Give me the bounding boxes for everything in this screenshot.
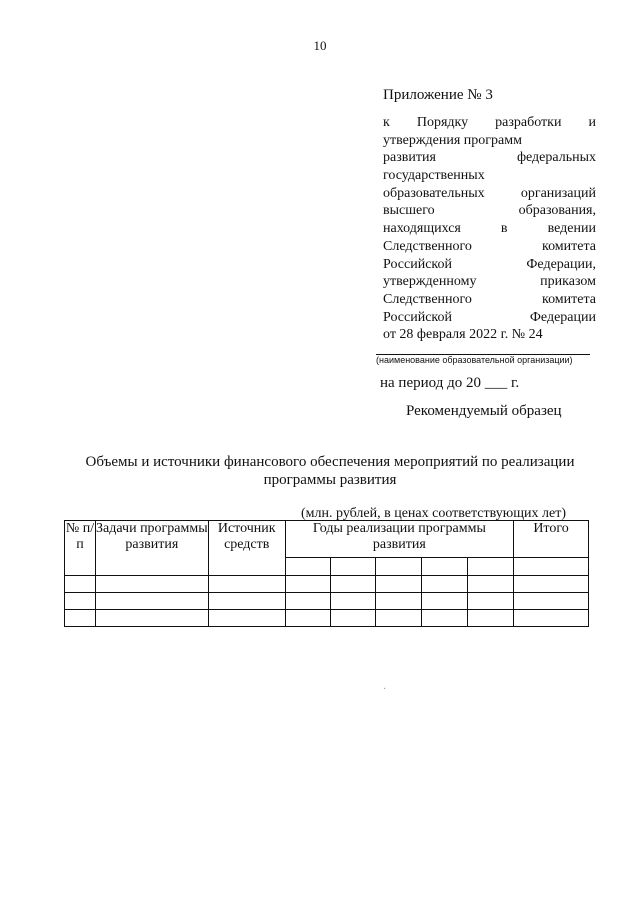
header-years: Годы реализации программы развития	[285, 521, 513, 558]
financing-table	[64, 520, 589, 627]
table-cell	[514, 593, 589, 610]
appendix-line: Российской Федерации,	[383, 256, 596, 272]
appendix-line: находящихся в ведении	[383, 221, 596, 237]
table-cell	[95, 576, 208, 593]
stray-mark: ·	[383, 684, 387, 695]
year-cell	[468, 558, 514, 576]
appendix-line: Следственного комитета	[383, 291, 596, 307]
appendix-line: утвержденному приказом	[383, 274, 596, 290]
table-cell	[95, 593, 208, 610]
appendix-line: от 28 февраля 2022 г. № 24	[383, 327, 543, 343]
table-cell	[208, 610, 285, 627]
document-title-line: Объемы и источники финансового обеспечения мероприятий по реализации	[85, 454, 575, 470]
table-cell	[468, 610, 514, 627]
period-line: на период до 20 ___ г.	[380, 375, 520, 391]
header-total: Итого	[514, 521, 589, 558]
table-row	[65, 593, 589, 610]
table-cell	[468, 593, 514, 610]
appendix-line: высшего образования,	[383, 203, 596, 219]
table-cell	[330, 593, 376, 610]
year-cell	[285, 558, 330, 576]
year-cell	[330, 558, 376, 576]
table-cell	[95, 610, 208, 627]
table-cell	[285, 593, 330, 610]
table-cell	[285, 576, 330, 593]
table-cell	[285, 610, 330, 627]
table-cell	[65, 610, 96, 627]
recommended-sample-label: Рекомендуемый образец	[406, 403, 562, 419]
table-cell	[422, 593, 468, 610]
table-cell	[208, 593, 285, 610]
appendix-line: Российской Федерации	[383, 309, 596, 325]
appendix-title: Приложение № 3	[383, 87, 493, 103]
table-row	[65, 610, 589, 627]
appendix-line: утверждения программ	[383, 132, 522, 148]
table-cell	[422, 576, 468, 593]
table-cell	[422, 610, 468, 627]
appendix-line: развития федеральных	[383, 150, 596, 166]
table-cell	[514, 610, 589, 627]
table-cell	[376, 593, 422, 610]
table-row	[65, 576, 589, 593]
page-number: 10	[313, 38, 327, 53]
table-cell	[514, 576, 589, 593]
appendix-line: государственных	[383, 168, 485, 184]
header-number: № п/п	[65, 521, 96, 576]
document-title-line: программы развития	[263, 472, 397, 488]
table-cell	[65, 593, 96, 610]
appendix-line: к Порядку разработки и	[383, 115, 596, 130]
table-cell	[330, 576, 376, 593]
table-cell	[208, 576, 285, 593]
appendix-line: Следственного комитета	[383, 238, 596, 254]
appendix-line: образовательных организаций	[383, 185, 596, 201]
table-cell	[65, 576, 96, 593]
table-cell	[330, 610, 376, 627]
document-title	[60, 453, 600, 489]
table-cell	[376, 610, 422, 627]
table-cell	[468, 576, 514, 593]
appendix-reference	[383, 114, 596, 344]
table-cell	[376, 576, 422, 593]
year-cell	[422, 558, 468, 576]
header-source: Источник средств	[208, 521, 285, 576]
total-cell	[514, 558, 589, 576]
year-cell	[376, 558, 422, 576]
header-tasks: Задачи программы развития	[95, 521, 208, 576]
units-note: (млн. рублей, в ценах соответствующих лет)	[301, 506, 566, 521]
organization-caption: (наименование образовательной организации)	[376, 355, 573, 365]
